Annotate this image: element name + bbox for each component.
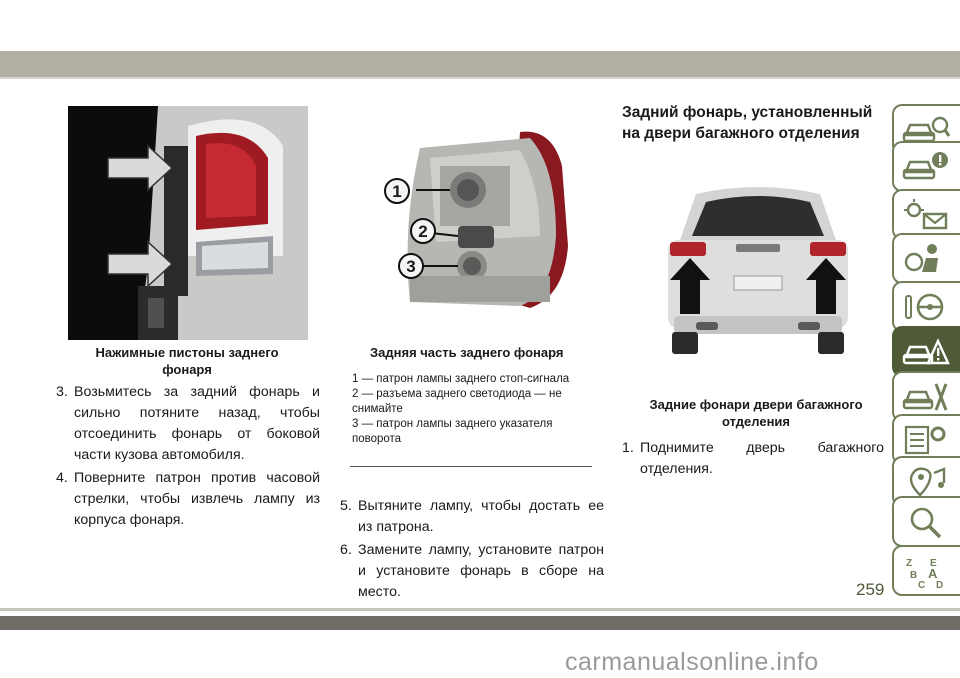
steering-wheel-icon bbox=[902, 290, 950, 324]
step-6 bbox=[340, 540, 604, 603]
step-text: Поднимите дверь багажного отделения. bbox=[640, 440, 884, 477]
side-tab-safety[interactable] bbox=[892, 233, 960, 284]
car-info-icon bbox=[902, 150, 950, 184]
footer-band bbox=[0, 616, 960, 630]
figure-caption-liftgate: Задние фонари двери багажного отделения bbox=[649, 397, 863, 429]
legend-item-3: 3 — патрон лампы заднего указателя поворота bbox=[352, 418, 553, 445]
callout-2: 2 bbox=[410, 218, 436, 244]
section-step-1 bbox=[622, 438, 884, 480]
side-tab-driving[interactable] bbox=[892, 281, 960, 332]
rear-lamp-back-photo bbox=[380, 126, 592, 334]
svg-text:C: C bbox=[918, 580, 926, 588]
svg-text:B: B bbox=[910, 570, 918, 581]
step-5 bbox=[340, 496, 604, 538]
search-icon bbox=[902, 505, 950, 539]
airbag-person-icon bbox=[902, 242, 950, 276]
callout-3: 3 bbox=[398, 253, 424, 279]
svg-text:D: D bbox=[936, 580, 944, 588]
liftgate-lamps-illustration bbox=[660, 176, 856, 356]
side-tab-search[interactable] bbox=[892, 496, 960, 547]
step-3 bbox=[56, 382, 320, 466]
rear-lamp-pistons-illustration bbox=[68, 106, 308, 340]
page-number: 259 bbox=[856, 580, 885, 599]
figure-legend bbox=[352, 372, 572, 447]
section-heading: Задний фонарь, установленный на двери багажного отделения bbox=[622, 104, 873, 142]
car-hazard-icon bbox=[902, 335, 950, 369]
svg-text:Z: Z bbox=[906, 558, 913, 569]
media-navigation-icon bbox=[902, 465, 950, 499]
legend-item-1: 1 — патрон лампы заднего стоп-сигнала bbox=[352, 373, 570, 385]
side-tab-index[interactable] bbox=[892, 545, 960, 596]
legend-divider bbox=[350, 466, 592, 467]
step-text: Замените лампу, установите патрон и установите фонарь в сборе на место. bbox=[358, 542, 604, 600]
svg-text:E: E bbox=[930, 558, 937, 569]
step-number: 6. bbox=[340, 542, 352, 558]
step-4 bbox=[56, 468, 320, 531]
header-band-edge bbox=[0, 77, 960, 79]
rear-lamp-pistons-photo bbox=[68, 106, 308, 340]
car-service-icon bbox=[902, 380, 950, 414]
step-number: 3. bbox=[56, 384, 68, 400]
legend-item-2: 2 — разъема заднего светодиода — не снимайте bbox=[352, 388, 562, 415]
settings-list-icon bbox=[902, 423, 950, 457]
step-number: 4. bbox=[56, 470, 68, 486]
step-number: 1. bbox=[622, 440, 634, 456]
svg-text:A: A bbox=[928, 566, 938, 581]
side-tab-info[interactable] bbox=[892, 141, 960, 192]
watermark: carmanualsonline.info bbox=[565, 648, 819, 676]
header-band bbox=[0, 51, 960, 77]
warning-lights-mail-icon bbox=[902, 198, 950, 232]
index-letters-icon bbox=[902, 554, 950, 588]
liftgate-lamps-photo bbox=[660, 176, 856, 356]
side-tab-emergency[interactable] bbox=[892, 326, 960, 377]
footer-band-edge bbox=[0, 608, 960, 611]
figure-caption-rear-part: Задняя часть заднего фонаря bbox=[370, 345, 564, 360]
callout-1: 1 bbox=[384, 178, 410, 204]
step-text: Поверните патрон против часовой стрелки, чтобы извлечь лампу из корпуса фонаря. bbox=[74, 470, 320, 528]
step-text: Вытяните лампу, чтобы достать ее из патрона. bbox=[358, 498, 604, 535]
figure-caption-pistons: Нажимные пистоны заднего фонаря bbox=[95, 345, 279, 377]
step-number: 5. bbox=[340, 498, 352, 514]
step-text: Возьмитесь за задний фонарь и сильно потяните назад, чтобы отсоединить фонарь от боковой части кузова автомобиля. bbox=[74, 384, 320, 463]
